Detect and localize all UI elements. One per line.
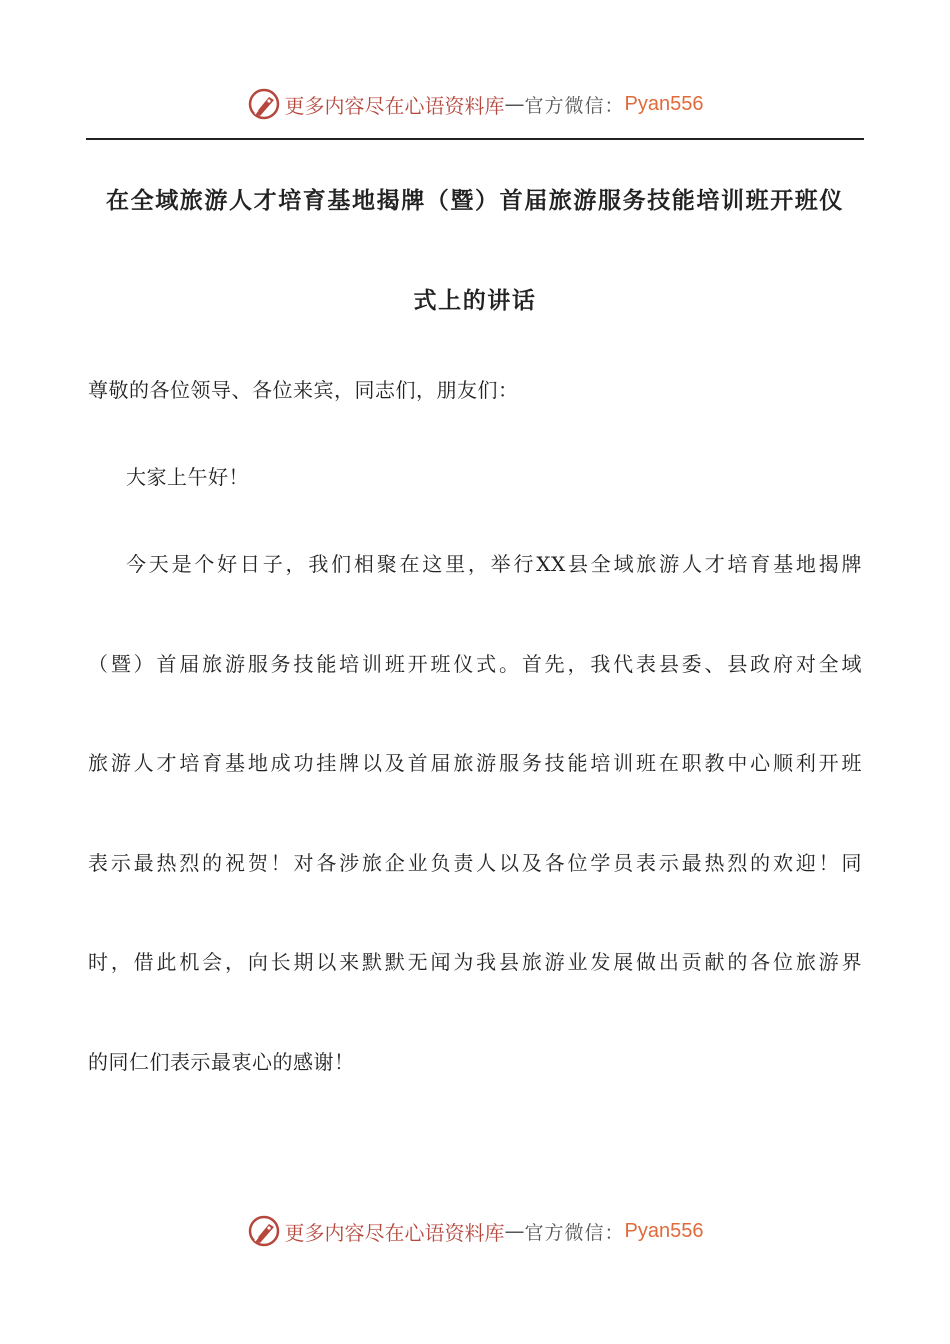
- paragraph-line: （暨）首届旅游服务技能培训班开班仪式。首先，我代表县委、县政府对全域: [88, 652, 862, 676]
- pen-nib-logo-icon: [247, 1214, 281, 1248]
- banner-site-text: 更多内容尽在心语资料库: [284, 1220, 505, 1245]
- paragraph-line: 表示最热烈的祝贺！对各涉旅企业负责人以及各位学员表示最热烈的欢迎！同: [88, 851, 862, 875]
- salutation: 尊敬的各位领导、各位来宾，同志们，朋友们：: [88, 378, 519, 402]
- paragraph-line: 今天是个好日子，我们相聚在这里，举行XX县全域旅游人才培育基地揭牌: [126, 552, 862, 576]
- banner-separator: —: [504, 92, 525, 116]
- header-banner: [0, 84, 950, 124]
- paragraph-line: 时，借此机会，向长期以来默默无闻为我县旅游业发展做出贡献的各位旅游界: [88, 950, 862, 974]
- banner-separator: —: [504, 1219, 525, 1243]
- header-divider: [86, 138, 864, 140]
- footer-banner: [0, 1211, 950, 1251]
- document-title-line-1: 在全域旅游人才培育基地揭牌（暨）首届旅游服务技能培训班开班仪: [106, 188, 844, 214]
- banner-wechat-label: 官方微信：: [524, 94, 625, 117]
- document-title-line-2: 式上的讲话: [413, 288, 537, 314]
- banner-wechat-id: Pyan556: [624, 1219, 704, 1242]
- banner-wechat-id: Pyan556: [624, 92, 704, 115]
- pen-nib-logo-icon: [247, 87, 281, 121]
- paragraph-line: 旅游人才培育基地成功挂牌以及首届旅游服务技能培训班在职教中心顺利开班: [88, 751, 862, 775]
- paragraph-line: 的同仁们表示最衷心的感谢！: [88, 1050, 355, 1074]
- greeting: 大家上午好！: [126, 465, 249, 489]
- banner-site-text: 更多内容尽在心语资料库: [284, 93, 505, 118]
- banner-wechat-label: 官方微信：: [524, 1221, 625, 1244]
